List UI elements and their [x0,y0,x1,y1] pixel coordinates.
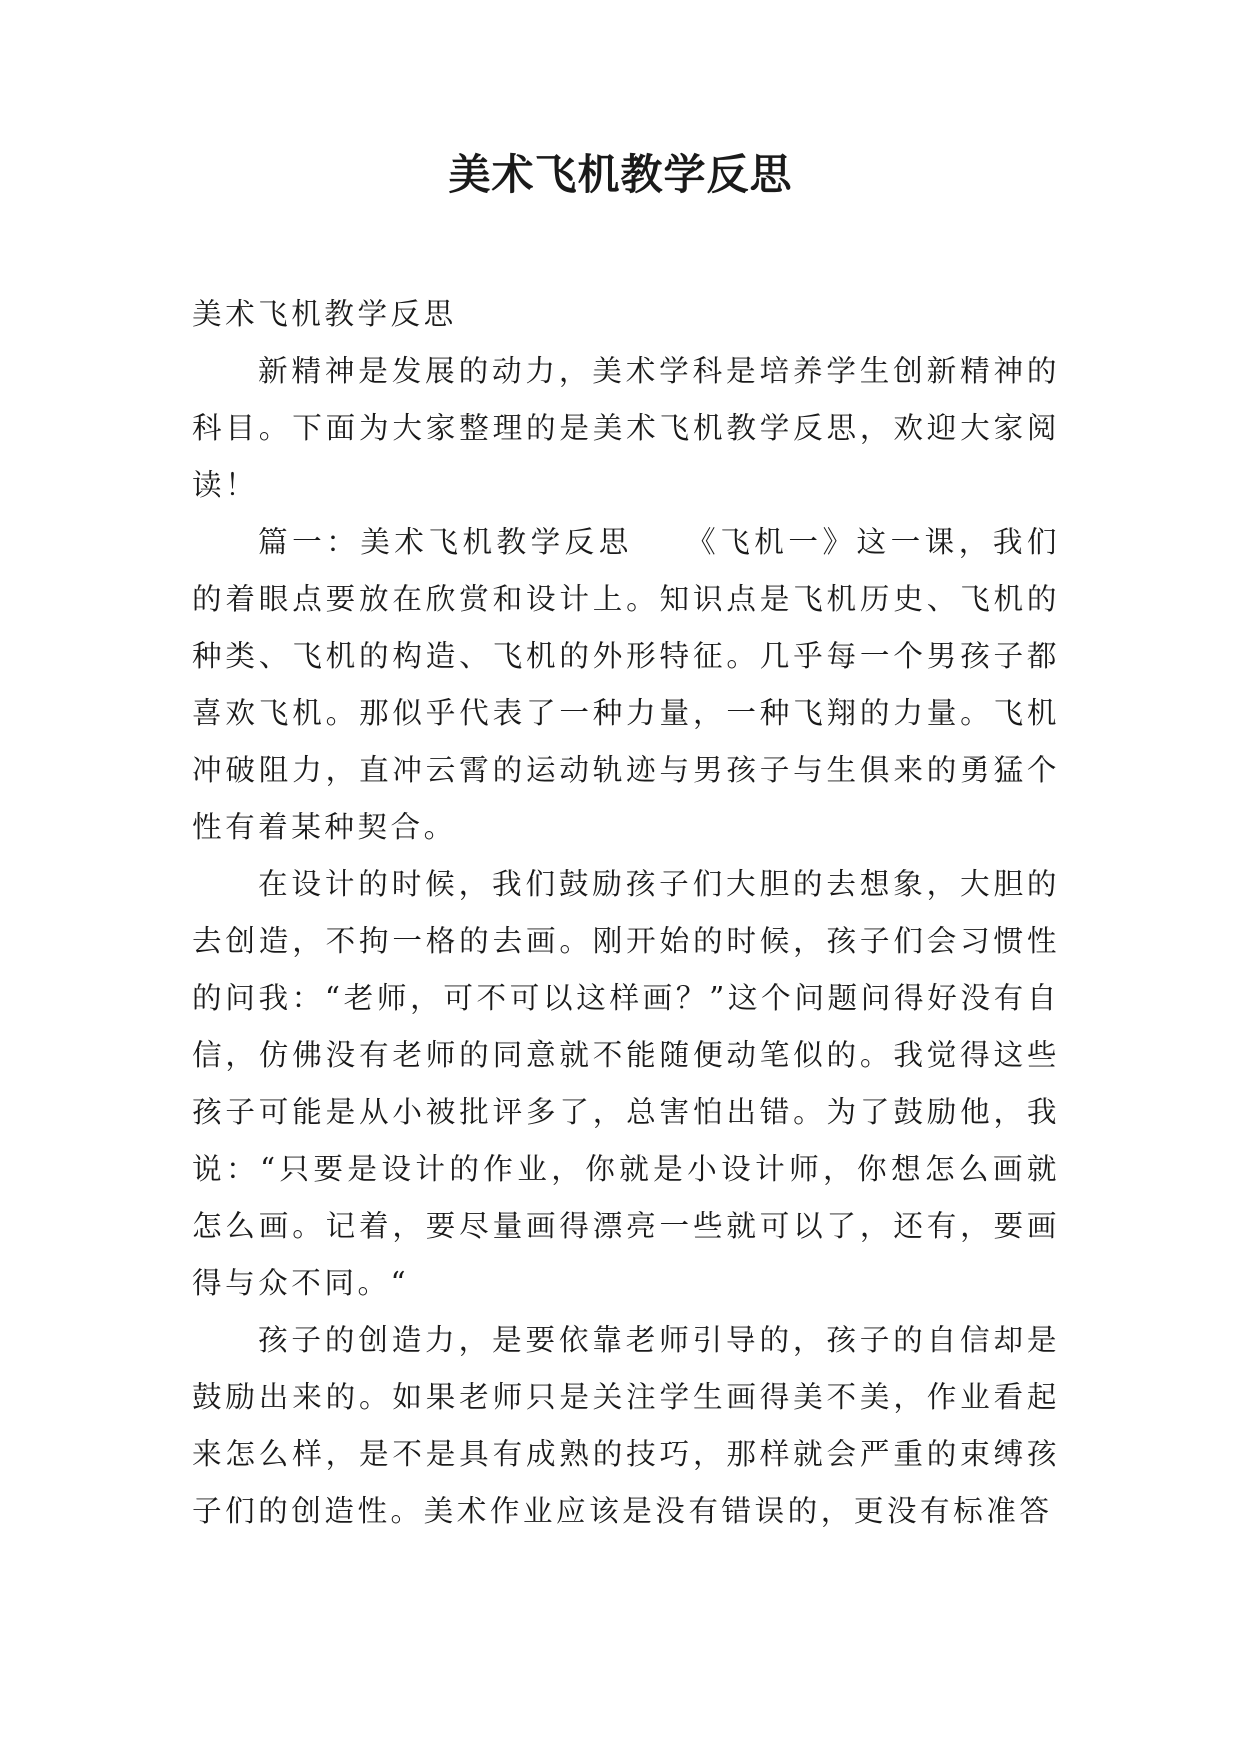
document-body [192,286,1060,1540]
document-title: 美术飞机教学反思 [448,150,793,199]
design-paragraph: 在设计的时候，我们鼓励孩子们大胆的去想象，大胆的去创造，不拘一格的去画。刚开始的时候，孩子们会习惯性的问我：“老师，可不可以这样画？”这个问题问得好没有自信，仿佛没有老师的同意就不能随便动笔似的。我觉得这些孩子可能是从小被批评多了，总害怕出错。为了鼓励他，我说：“只要是设计的作业，你就是小设计师，你想怎么画就怎么画。记着，要尽量画得漂亮一些就可以了，还有，要画得与众不同。“ [192,867,1060,1300]
intro-paragraph: 新精神是发展的动力，美术学科是培养学生创新精神的科目。下面为大家整理的是美术飞机教学反思，欢迎大家阅读！ [192,354,1060,502]
section-one-paragraph: 篇一：美术飞机教学反思 《飞机一》这一课，我们的着眼点要放在欣赏和设计上。知识点是飞机历史、飞机的种类、飞机的构造、飞机的外形特征。几乎每一个男孩子都喜欢飞机。那似乎代表了一种力量，一种飞翔的力量。飞机冲破阻力，直冲云霄的运动轨迹与男孩子与生俱来的勇猛个性有着某种契合。 [192,525,1060,844]
creativity-paragraph: 孩子的创造力，是要依靠老师引导的，孩子的自信却是鼓励出来的。如果老师只是关注学生画得美不美，作业看起来怎么样，是不是具有成熟的技巧，那样就会严重的束缚孩子们的创造性。美术作业应该是没有错误的，更没有标准答 [192,1323,1060,1528]
document-subtitle-paragraph: 美术飞机教学反思 [192,297,457,331]
